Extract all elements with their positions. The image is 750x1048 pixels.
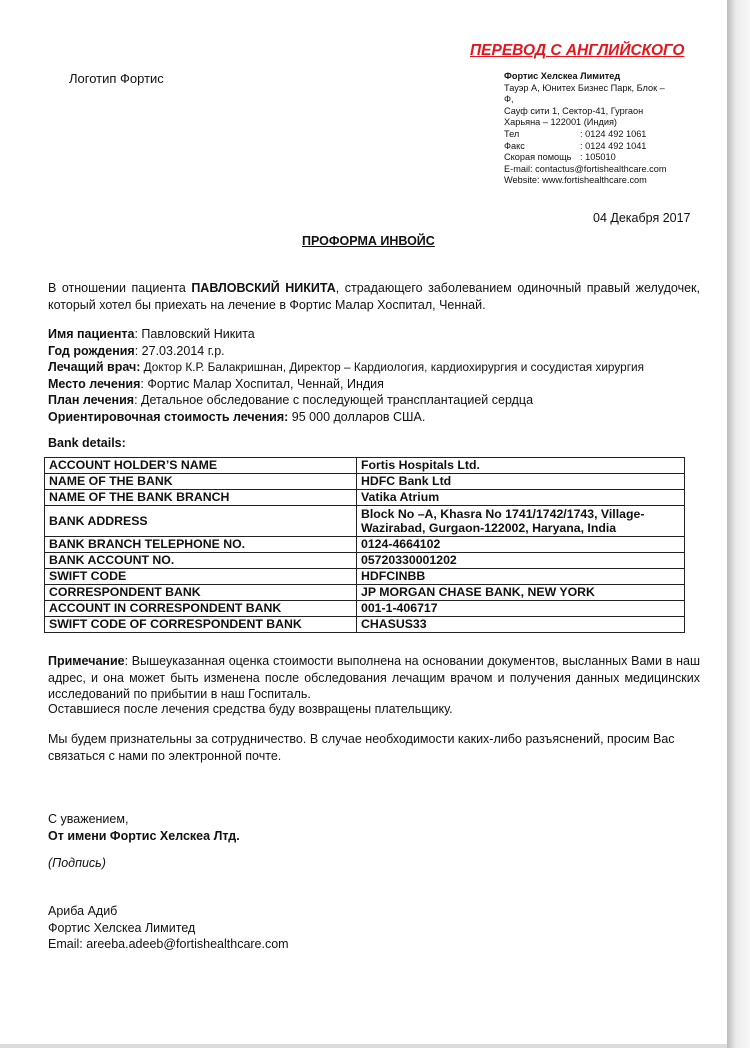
table-row (45, 458, 685, 474)
phone-line (504, 129, 689, 141)
emergency-label: Скорая помощь (504, 152, 572, 163)
table-row (45, 553, 685, 569)
bank-field-label: ACCOUNT HOLDER’S NAME (45, 458, 357, 474)
note-paragraph (48, 653, 700, 703)
signer-email: Email: areeba.adeeb@fortishealthcare.com (48, 937, 289, 952)
note-label: Примечание (48, 654, 125, 668)
bank-field-value: JP MORGAN CHASE BANK, NEW YORK (357, 585, 685, 601)
bank-field-value: 0124-4664102 (357, 537, 685, 553)
bank-field-value: Block No –A, Khasra No 1741/1742/1743, Village-Wazirabad, Gurgaon-122002, Haryana, India (357, 506, 685, 537)
field-row (48, 376, 718, 393)
address-line: Харьяна – 122001 (Индия) (504, 117, 617, 128)
table-row (45, 601, 685, 617)
field-value: : Павловский Никита (134, 327, 255, 341)
bank-field-label: BANK ACCOUNT NO. (45, 553, 357, 569)
document-title: ПРОФОРМА ИНВОЙС (302, 234, 435, 248)
signer-block (48, 903, 289, 953)
fax-value: : 0124 492 1041 (580, 140, 647, 151)
bank-field-label: SWIFT CODE (45, 569, 357, 585)
bank-field-label: NAME OF THE BANK (45, 474, 357, 490)
refund-note: Оставшиеся после лечения средства буду возвращены плательщику. (48, 702, 453, 716)
bank-field-value: CHASUS33 (357, 617, 685, 633)
closing-block (48, 811, 240, 844)
address-line: Сауф сити 1, Сектор-41, Гургаон (504, 105, 644, 116)
bank-field-label: SWIFT CODE OF CORRESPONDENT BANK (45, 617, 357, 633)
signature-placeholder: (Подпись) (48, 856, 106, 870)
field-value: : Фортис Малар Хоспитал, Ченнай, Индия (140, 376, 384, 391)
page-edge-shadow (727, 0, 750, 1048)
phone-value: : 0124 492 1061 (580, 128, 647, 139)
address-line: Ф, (504, 94, 514, 105)
note-text: : Вышеуказанная оценка стоимости выполнена на основании документов, высланных Вами в наш адрес, и она может быть изменена после обследования лечащим врачом и получения данных медицинских исследований по прибытии в наш Госпиталь. (48, 654, 700, 702)
company-address-block (504, 71, 689, 187)
field-label: Ориентировочная стоимость лечения: (48, 409, 289, 424)
field-value: 95 000 долларов США. (288, 409, 426, 424)
logo-placeholder: Логотип Фортис (69, 71, 164, 86)
bank-field-value: HDFC Bank Ltd (357, 474, 685, 490)
bank-field-label: CORRESPONDENT BANK (45, 585, 357, 601)
table-row (45, 490, 685, 506)
field-row (48, 343, 718, 360)
bank-field-value: Vatika Atrium (357, 490, 685, 506)
table-row (45, 585, 685, 601)
bank-details-heading: Bank details: (48, 436, 126, 450)
table-row (45, 506, 685, 537)
bank-field-value: 05720330001202 (357, 553, 685, 569)
emergency-value: : 105010 (580, 152, 616, 163)
table-row (45, 474, 685, 490)
address-line: Тауэр А, Юнитех Бизнес Парк, Блок – (504, 82, 665, 93)
table-row (45, 569, 685, 585)
bank-field-label: BANK ADDRESS (45, 506, 357, 537)
on-behalf-text: От имени Фортис Хелскеа Лтд. (48, 828, 240, 843)
field-row (48, 359, 718, 376)
bank-field-label: ACCOUNT IN CORRESPONDENT BANK (45, 601, 357, 617)
field-label: Место лечения (48, 376, 141, 391)
bank-field-value: HDFCINBB (357, 569, 685, 585)
intro-text: В отношении пациента (48, 281, 192, 295)
phone-label: Тел (504, 128, 520, 139)
thanks-paragraph: Мы будем признательны за сотрудничество. В случае необходимости каких-либо разъяснений, просим Вас связаться с нами по электронной почте. (48, 732, 675, 763)
patient-details (48, 326, 718, 426)
field-label: Имя пациента (48, 327, 135, 341)
company-name: Фортис Хелскеа Лимитед (504, 71, 621, 81)
field-value: : Детальное обследование с последующей трансплантацией сердца (134, 393, 534, 408)
company-website: Website: www.fortishealthcare.com (504, 175, 647, 186)
company-email: E-mail: contactus@fortishealthcare.com (504, 163, 667, 174)
translation-note: ПЕРЕВОД С АНГЛИЙСКОГО (470, 42, 685, 59)
patient-name: ПАВЛОВСКИЙ НИКИТА (191, 281, 336, 295)
intro-text: , страдающего заболеванием одиночный правый желудочек, который хотел бы приехать на лечение в Фортис Малар Хоспитал, Ченнай. (48, 281, 700, 312)
field-value: Доктор К.Р. Балакришнан, Директор – Кардиология, кардиохирургия и сосудистая хирургия (140, 360, 644, 375)
emergency-line (504, 152, 689, 164)
field-label: План лечения (48, 393, 135, 408)
bank-field-label: NAME OF THE BANK BRANCH (45, 490, 357, 506)
fax-label: Факс (504, 140, 525, 151)
field-row (48, 409, 718, 426)
bank-field-value: Fortis Hospitals Ltd. (357, 458, 685, 474)
table-row (45, 617, 685, 633)
document-date: 04 Декабря 2017 (593, 211, 691, 225)
field-row (48, 326, 718, 343)
bank-field-label: BANK BRANCH TELEPHONE NO. (45, 537, 357, 553)
field-row (48, 392, 718, 409)
signer-name: Ариба Адиб (48, 904, 118, 918)
regards-text: С уважением, (48, 812, 129, 826)
field-value: : 27.03.2014 г.р. (134, 343, 225, 358)
bank-details-table (44, 457, 685, 633)
field-label: Лечащий врач: (48, 360, 141, 375)
bank-field-value: 001-1-406717 (357, 601, 685, 617)
fax-line (504, 141, 689, 153)
signer-company: Фортис Хелскеа Лимитед (48, 920, 196, 935)
field-label: Год рождения (48, 343, 135, 358)
intro-paragraph (48, 280, 700, 314)
table-row (45, 537, 685, 553)
